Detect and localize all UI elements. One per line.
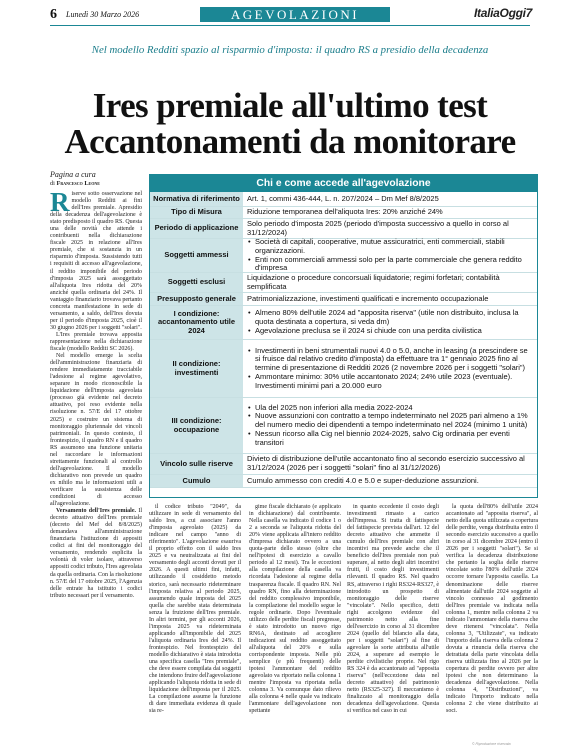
page-header [0, 0, 580, 44]
article-column-1 [50, 170, 142, 600]
info-bullet: • Ammontare minimo: 30% utile accantonato 2024; 24% utile 2023 (eventuale). Investimenti minimi pari a 20.000 euro [247, 373, 533, 390]
info-row-value [247, 340, 533, 397]
article-kicker: Nel modello Redditi spazio al risparmio d'imposta: il quadro RS a presidio della decadenza [91, 44, 489, 56]
column-4-text: in quanto eccedente il costo degli investimenti rimasto a carico dell'impresa. Si tratta di fattispecie del fattispecie prevista dall'art. 12 del decreto attuativo che ammette il cumulo dell'Ires premiale con altri incentivi ma prevede anche che il beneficio dell'Ires premiale non può superare, al netto degli altri incentivi fruiti, il costo degli investimenti rilevanti. Il quadro RS. Nel quadro RS, attraverso i righi RS324-RS327, è introdotto un prospetto di monitoraggio delle riserve "vincolate". Nello specifico, detti righi accolgono evidenze del patrimonio netto alla fine dell'esercizio in corso al 31 dicembre 2024 (quello del bilancio alla data, per i soggetti "solari") al fine di agevolare la sorte attribuita all'utile 2024, a superare ad esempio le perdite civilistiche proprie. Nel rigo RS 324 è da accantonato ad "apposita riserva" (nell'eccezione data nel decreto attuativo) del patrimonio netto (RS325-327). Il meccanismo è finalizzato al monitoraggio della decadenza dell'agevolazione. Questa si verifica nel caso in cui [347, 504, 439, 715]
column-3-text: gime fiscale dichiarato (e applicato in dichiarazione) dal contribuente. Nella casella va indicato il codice 1 o 2 a seconda se l'aliquota ridotta del 20% viene applicata all'intero reddito d'impresa dichiarato ovvero a una quota-parte dello stesso (oltre che nell'ipotesi di esercizio a cavallo periodo al 12 mesi). Tra le eccezioni alla compilazione della casella va ricordata l'adesione al regime della trasparenza fiscale. Il quadro RN. Nel quadro RN, fino alla determinazione del reddito complessivo imponibile, la compilazione del modello segue le regole ordinarie. Dopo l'eventuale utilizzo delle perdite fiscali pregresse, è stato introdotto un nuovo rigo RN6A, destinato ad accogliere indicazioni sul reddito assoggettato all'aliquota del 20% e sulla corrispondente imposta. Nelle più semplice (e più frequenti) delle ipotesi l'ammontare del reddito agevolato va riportato nella colonna 1 mentre l'imposta va riportata nella colonna 3. Va comunque dato rilievo alla colonna 4 nelle quale va indicato l'ammontare dell'agevolazione non spettante [249, 504, 341, 715]
info-row-label: Soggetti esclusi [150, 273, 243, 292]
info-row-value [247, 219, 533, 238]
info-row [150, 293, 537, 306]
info-row-label: III condizione: occupazione [150, 398, 243, 453]
issue-date: Lunedì 30 Marzo 2026 [66, 10, 140, 19]
subhead-text: Il decreto attuativo dell'Ires premiale (decreto del Mef del 8/8/2025) demandava all'amministrazione finanziaria l'istituzione di appositi codici ai fini del monitoraggio del versamento, rendendo esplicita la volontà di voler isolare, attraverso appositi codici tributo, l'Ires agevolata da quella ordinaria. Con la risoluzione n. 57/E del 17 ottobre 2025, l'Agenzia delle entrate ha istituito i codici tributo necessari per il versamento. [50, 508, 142, 599]
info-bullet: • Agevolazione preclusa se il 2024 si chiude con una perdita civilistica [247, 327, 533, 336]
info-row [150, 306, 537, 340]
info-bullet: • Ula del 2025 non inferiori alla media 2022-2024 [247, 404, 533, 413]
section-label: AGEVOLAZIONI [200, 7, 390, 22]
masthead-logo: ItaliaOggi7 [474, 6, 533, 20]
article-column-3 [249, 504, 341, 715]
info-text: Riduzione temporanea dell'aliquota Ires: 20% anziché 24% [247, 207, 443, 217]
info-row-value [247, 239, 533, 272]
author-name: Francesco Leone [56, 180, 100, 187]
info-row [150, 475, 537, 488]
info-row [150, 273, 537, 293]
byline-prefix: di [50, 180, 55, 187]
info-text: Art. 1, commi 436-444, L. n. 207/2024 – Dm Mef 8/8/2025 [247, 193, 439, 203]
article-column-4 [347, 504, 439, 715]
byline-label: Pagina a cura [50, 170, 96, 179]
info-row [150, 207, 537, 219]
byline-author [50, 180, 142, 187]
info-text: Liquidazione o procedure concorsuali liquidatorie; regimi forfetari; contabilità semplificata [247, 272, 500, 291]
page-number: 6 [50, 7, 57, 22]
info-row [150, 239, 537, 273]
headline-line-1: Ires premiale all'ultimo test [92, 86, 488, 125]
info-box-title: Chi e come accede all'agevolazione [150, 175, 537, 192]
info-row-value [247, 454, 533, 474]
info-text: Divieto di distribuzione dell'utile accantonato fino al secondo esercizio successivo al 31/12/2024 (2026 per i soggetti "solari" fino al 31/12/2026) [247, 454, 525, 472]
info-row-label: Cumulo [150, 475, 243, 487]
article-column-5 [446, 504, 538, 715]
info-text: Patrimonializzazione, investimenti qualificati e incremento occupazionale [247, 293, 489, 303]
info-row-label: Tipo di Misura [150, 207, 243, 218]
info-bullet: • Investimenti in beni strumentali nuovi 4.0 o 5.0, anche in leasing (a prescindere se si fruisce dal relativo credito d'imposta) da effettuare tra 1° gennaio 2025 fino al termine di presentazione di Redditi 2026 (2 novembre 2026 per i soggetti "solari") [247, 347, 533, 373]
info-row-value [247, 306, 533, 339]
article-column-2 [149, 504, 241, 715]
info-row [150, 219, 537, 239]
info-row-value [247, 398, 533, 453]
header-rule [50, 25, 530, 26]
info-box [149, 174, 538, 498]
info-bullet: • Nuove assunzioni con contratto a tempo indeterminato nel 2025 pari almeno a 1% del numero medio dei dipendenti a tempo indeterminato nel 2024 (minimo 1 unità) [247, 412, 533, 429]
info-row-value [247, 273, 533, 292]
info-row-label: Normativa di riferimento [150, 192, 243, 206]
column-1-paragraph: iserve sotto osservazione nel modello Redditi ai fini dell'Ires premiale. Apresidio della decadenza dell'agevolazione è stato predisposto il quadro RS. Questa una delle novità che attende i contribuenti nella dichiarazione fiscale 2025 in relazione all'Ires premiale, che si sostanzia in un risparmio d'imposta. Sussistendo tutti i requisiti di accesso all'agevolazione, il reddito imponibile del periodo d'imposta 2025 sarà assoggettato all'aliquota Ires ridotta del 20% anziché quella ordinaria del 24%. Il vantaggio finanziario trovava pertanto concreta manifestazione in sede di versamento, a saldo, dell'Ires dovuta per il periodo d'imposta 2025, cioè il 30 giugno 2026 per i soggetti "solari". [50, 191, 142, 331]
info-row-label: Soggetti ammessi [150, 239, 243, 272]
info-bullet: • Nessun ricorso alla Cig nel biennio 2024-2025, salvo Cig ordinaria per eventi transitori [247, 430, 533, 447]
copyright-note: © Riproduzione riservata [472, 742, 511, 746]
subhead-versamento: Versamento dell'Ires premiale. [56, 508, 137, 515]
info-row-value [247, 293, 533, 305]
info-row [150, 454, 537, 475]
info-row [150, 398, 537, 454]
column-1-subhead-paragraph [50, 508, 142, 600]
column-2-text: il codice tributo "2049", da utilizzare in sede di versamento del saldo Ires, a cui associare l'anno d'imposta agevolato (2025) da indicare nel campo "anno di riferimento". L'agevolazione esauriva il proprio effetto con il saldo Ires 2025 e va neutralizzata ai fini del versamento degli acconti dovuti per il 2026. A questi ultimi fini, infatti, utilizzando il cosiddetto metodo storico, sarà necessario rideterminare l'imposta relativa al periodo 2025, assumendo quale imposta del 2025 quella che sarebbe stata determinata senza la fruizione dell'Ires premiale. In altri termini, per gli acconti 2026, l'imposta 2025 va rideterminata applicando all'imponibile del 2025 l'aliquota ordinaria Ires del 24%. Il frontespizio. Nel frontespizio del modello dichiarativo è stata introdotta una specifica casella "Ires premiale", che deve essere compilata dai soggetti che intendono fruire dell'agevolazione applicando l'aliquota ridotta in sede di liquidazione dell'imposta per il 2025. La compilazione assume la funzione di dare immediata evidenza di quale sia re- [149, 504, 241, 715]
info-row-value [247, 192, 533, 206]
info-row-label: Vincolo sulle riserve [150, 454, 243, 474]
info-row-label: Presupposto generale [150, 293, 243, 305]
info-bullet: • Almeno 80% dell'utile 2024 ad "apposita riserva" (utile non distribuito, inclusa la quota destinata a copertura, si veda dm) [247, 309, 533, 326]
info-row-label: I condizione: accantonamento utile 2024 [150, 306, 243, 339]
info-row-value [247, 475, 533, 487]
info-bullet: • Enti non commerciali ammessi solo per la parte commerciale che genera reddito d'impresa [247, 256, 533, 273]
info-bullet: • Società di capitali, cooperative, mutue assicuratrici, enti commerciali, stabili organizzazioni. [247, 238, 533, 255]
info-row-label: Periodo di applicazione [150, 219, 243, 238]
info-row [150, 192, 537, 207]
headline-line-2: Accantonamenti da monitorare [64, 122, 516, 161]
column-1-body [50, 187, 142, 508]
info-row-label: II condizione: investimenti [150, 340, 243, 397]
column-1-paragraph: L'Ires premiale trovava apposita rappresentazione nella dichiarazione fiscale (modello Redditi SC 2026). [50, 331, 142, 353]
dropcap: R [50, 187, 70, 217]
info-text: Solo periodo d'imposta 2025 (periodo d'imposta successivo a quello in corso al 31/12/2024) [247, 218, 509, 237]
info-row-value [247, 207, 533, 218]
info-row [150, 340, 537, 398]
info-text: Cumulo ammesso con crediti 4.0 e 5.0 e super-deduzione assunzioni. [247, 475, 479, 485]
column-5-text: la quota dell'80% dell'utile 2024 accantonato ad "apposita riserva", al netto della quota utilizzata a copertura delle perdite, venga distribuita entro il secondo esercizio successivo a quello in corso al 31 dicembre 2024 (entro il 2026 per i soggetti "solari"). Se si verifica la decadenza distribuzione che pertanto la soglia delle riserve vincolate sotto l'80% dell'utile 2024 occorre tornare l'apposita casella. La denominazione delle riserve alimentate dall'utile 2024 soggette al vincolo connesso al godimento dell'Ires premiale va indicata nella colonna 1, mentre nella colonna 2 va indicato l'ammontare della riserva che deve ritenersi "vincolata". Nella colonna 3, "Utilizzate", va indicato l'importo della riserva della colonna 2 dovuta a rinuncia della riserva che detrattata della parte vincolata della riserva utilizzata fino al 2026 per la copertura di perdite ovvero per altre ipotesi che non determinano la decadenza dell'agevolazione. Nella colonna 4, "Distribuzioni", va indicato l'importo indicato nella colonna 2 che viene distribuito ai soci. [446, 504, 538, 715]
column-1-paragraph: Nel modello emerge la scelta dell'amministrazione finanziaria di rendere immediatamente tracciabile l'adesione al regime agevolativo, separare in modo riconoscibile la liquidazione dell'imposta agevolata (processo già evidente nel decreto attuativo, poi reso evidente nella risoluzione n. 57/E del 17 ottobre 2025) e costruire un sistema di monitoraggio pluriennale dei vincoli patrimoniali. In questo contesto, il frontespizio, il quadro RN e il quadro RS assumono una funzione unitaria nel raccordare le informazioni strettamente funzionali al controllo dell'agevolazione. Il modello dichiarativo non prevede un quadro ex nihilo ma le informazioni utili a verificare la sussistenza delle condizioni di accesso all'agevolazione. [50, 353, 142, 508]
